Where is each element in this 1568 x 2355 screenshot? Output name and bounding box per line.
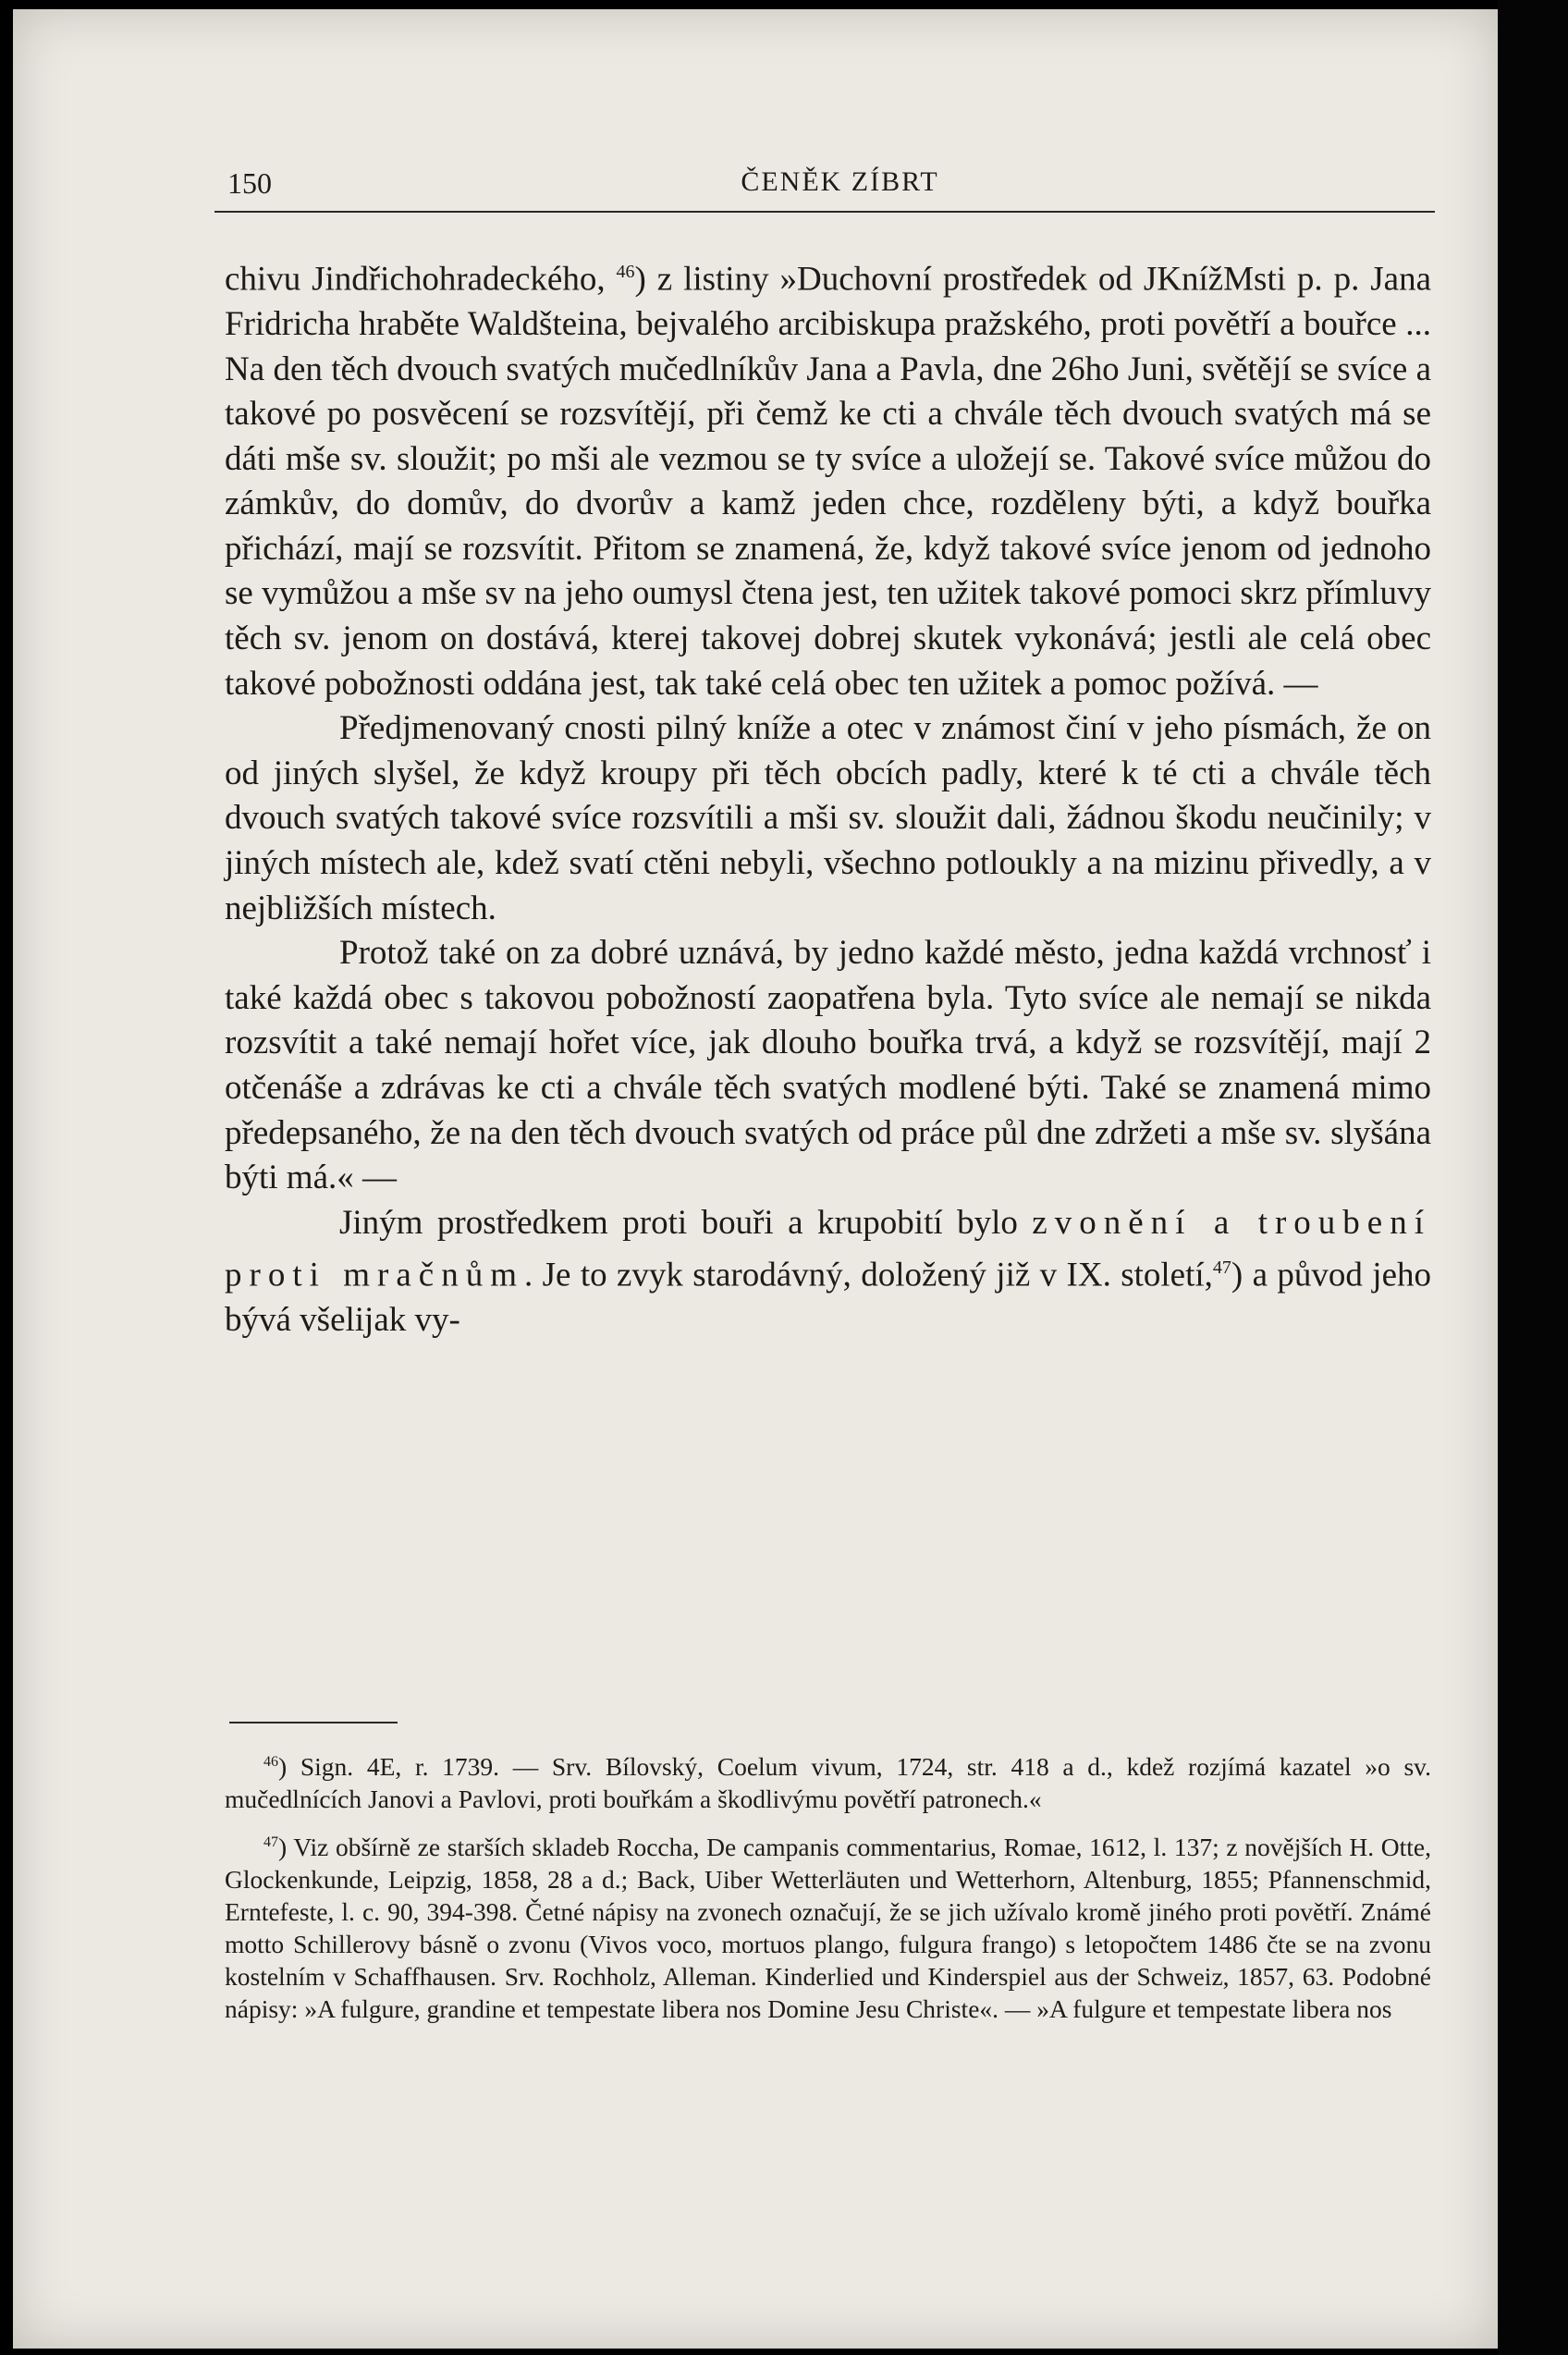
page-header bbox=[227, 166, 1452, 211]
paragraph-3: Protož také on za dobré uznává, by jedno každé město, jedna každá vrchnosť i také každá obec s takovou pobožností zaopatřena byla. Tyto svíce ale nemají se nikda rozsvítit a také nemají hořet více, jak dlouho bouřka trvá, a když se rozsvítějí, mají 2 otčenáše a zdrávas ke cti a chvále těch svatých modlené býti. Také se znamená mimo předepsaného, že na den těch dvouch svatých od práce půl dne zdržeti a mše sv. slyšána býti má.« — bbox=[225, 934, 1431, 1197]
footnote-47: $^{47}$) Viz obšírně ze starších skladeb Roccha, De campanis commentarius, Romae, 1612, l. 137; z novějších H. Otte, Glockenkunde, Leipzig, 1858, 28 a d.; Back, Uiber Wetterläuten und Wetterhorn, Altenburg, 1855; Pfannenschmid, Erntefeste, l. c. 90, 394-398. Četné nápisy na zvonech označují, že se jich užívalo kromě jiného proti povětří. Známé motto Schillerovy básně o zvonu (Vivos voco, mortuos plango, fulgura frango) s letopočtem 1486 čte se na zvonu kostelním v Schaffhausen. Srv. Rochholz, Alleman. Kinderlied und Kinderspiel aus der Schweiz, 1857, 63. Podobné nápisy: »A fulgure, grandine et tempestate libera nos Domine Jesu Christe«. — »A fulgure et tempestate libera nos bbox=[225, 1833, 1431, 2024]
footnote-rule bbox=[229, 1722, 398, 1723]
page-number: 150 bbox=[227, 166, 272, 200]
scan-dark-edge bbox=[1498, 0, 1568, 2355]
paragraph-4: Jiným prostředkem proti bouři a krupobití bylo zvonění a troubení proti mračnům. Je to zvyk starodávný, doložený již v IX. století,$^{47}$) a původ jeho bývá všelijak vy- bbox=[225, 1203, 1431, 1340]
body-text bbox=[225, 250, 1431, 1343]
footnote-46: $^{46}$) Sign. 4E, r. 1739. — Srv. Bílovský, Coelum vivum, 1724, str. 418 a d., kdež rozjímá kazatel »o sv. mučedlnících Janovi a Pavlovi, proti bouřkám a škodlivýmu povětří patronech.« bbox=[225, 1752, 1431, 1814]
footnotes bbox=[225, 1746, 1431, 2036]
footnote-ref-47: 47 bbox=[1212, 1257, 1231, 1279]
header-rule bbox=[214, 211, 1435, 213]
emphasis-spaced: zvonění a troubení proti mračnům bbox=[225, 1203, 1431, 1294]
paragraph-1: chivu Jindřichohradeckého, $^{46}$) z listiny »Duchovní prostředek od JKnížMsti p. p. Jana Fridricha hraběte Waldšteina, bejvalého arcibiskupa pražského, proti povětří a bouřce ... Na den těch dvouch svatých mučedlníkův Jana a Pavla, dne 26ho Juni, světějí se svíce a takové po posvěcení se rozsvítějí, při čemž ke cti a chvále těch dvouch svatých má se dáti mše sv. sloužit; po mši ale vezmou se ty svíce a uložejí se. Takové svíce můžou do zámkův, do domův, do dvorův a kamž jeden chce, rozděleny býti, a když bouřka přichází, mají se rozsvítit. Přitom se znamená, že, když takové svíce jenom od jednoho se vymůžou a mše sv na jeho oumysl čtena jest, ten užitek takové pomoci skrz přímluvy těch sv. jenom on dostává, kterej takovej dobrej skutek vykonává; jestli ale celá obec takové pobožnosti oddána jest, tak také celá obec ten užitek a pomoc požívá. — bbox=[225, 260, 1431, 703]
running-head: ČENĚK ZÍBRT bbox=[741, 166, 939, 197]
paragraph-2: Předjmenovaný cnosti pilný kníže a otec v známost činí v jeho písmách, že on od jiných slyšel, že když kroupy při těch obcích padly, které k té cti a chvále těch dvouch svatých takové svíce rozsvítili a mši sv. sloužit dali, žádnou škodu neučinily; v jiných místech ale, kdež svatí ctěni nebyli, všechno potloukly a na mizinu přivedly, a v nejbližších místech. bbox=[225, 709, 1431, 927]
footnote-ref-46: 46 bbox=[616, 262, 635, 282]
